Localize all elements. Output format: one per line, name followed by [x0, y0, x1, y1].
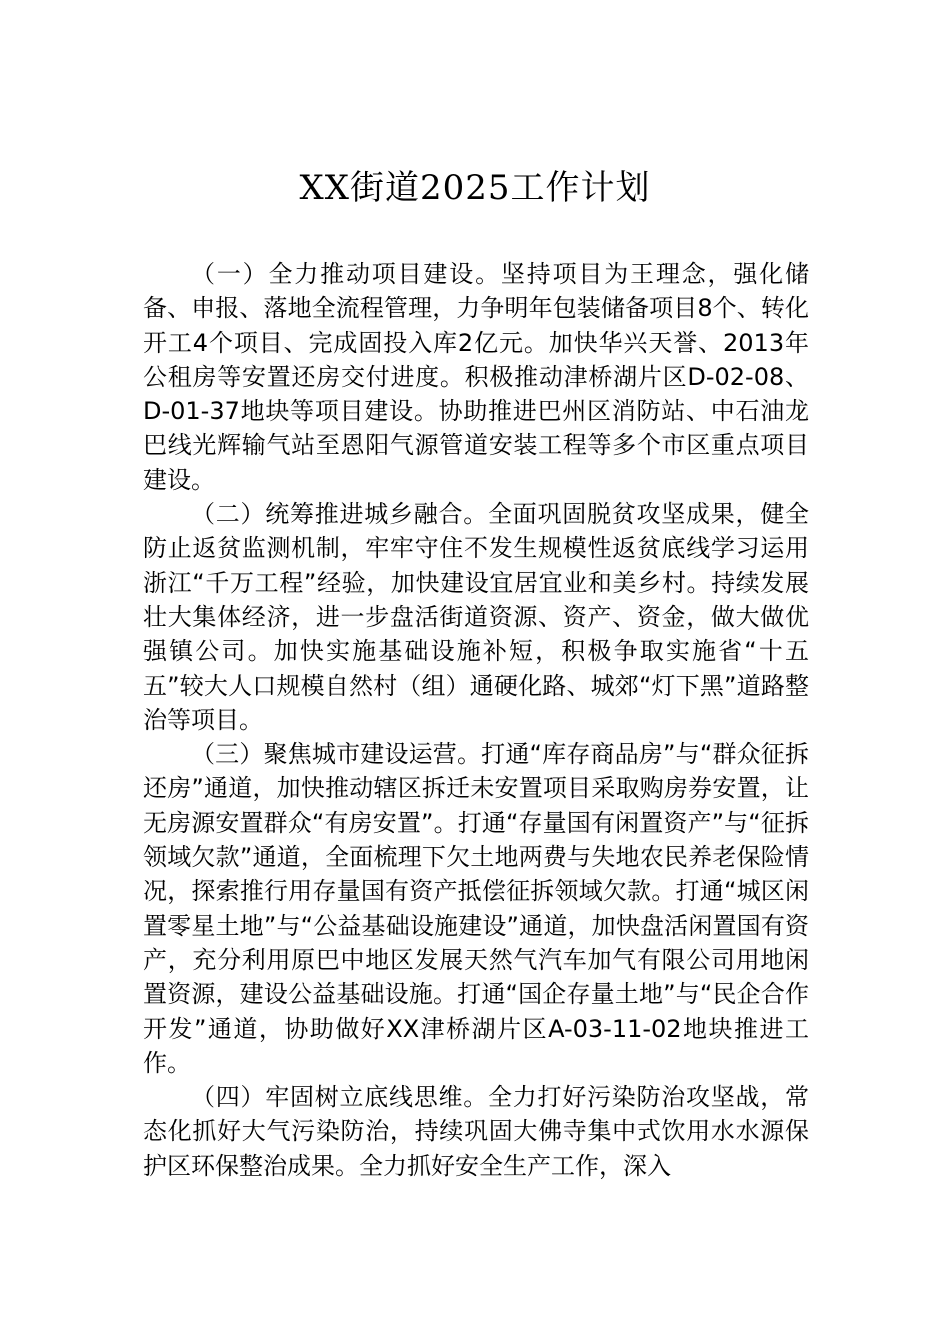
paragraph-urban-rural-integration: （二）统筹推进城乡融合。全面巩固脱贫攻坚成果，健全防止返贫监测机制，牢牢守住不发生规模性返贫底线学习运用浙江“千万工程”经验，加快建设宜居宜业和美乡村。持续发展壮大集体经济，进一步盘活街道资源、资产、资金，做大做优强镇公司。加快实施基础设施补短，积极争取实施省“十五五”较大人口规模自然村（组）通硬化路、城郊“灯下黑”道路整治等项目。 — [143, 500, 809, 734]
paragraph-bottom-line-thinking: （四）牢固树立底线思维。全力打好污染防治攻坚战，常态化抓好大气污染防治，持续巩固大佛寺集中式饮用水水源保护区环保整治成果。全力抓好安全生产工作，深入 — [143, 1083, 809, 1180]
document-body — [143, 257, 809, 1183]
document-title: XX街道2025工作计划 — [299, 168, 651, 208]
paragraph-city-construction: （三）聚焦城市建设运营。打通“库存商品房”与“群众征拆还房”通道，加快推动辖区拆迁未安置项目采取购房券安置，让无房源安置群众“有房安置”。打通“存量国有闲置资产”与“征拆领域欠款”通道，全面梳理下欠土地两费与失地农民养老保险情况，探索推行用存量国有资产抵偿征拆领域欠款。打通“城区闲置零星土地”与“公益基础设施建设”通道，加快盘活闲置国有资产，充分利用原巴中地区发展天然气汽车加气有限公司用地闲置资源，建设公益基础设施。打通“国企存量土地”与“民企合作开发”通道，协助做好XX津桥湖片区A-03-11-02地块推进工作。 — [143, 740, 809, 1077]
paragraph-project-construction: （一）全力推动项目建设。坚持项目为王理念，强化储备、申报、落地全流程管理，力争明年包装储备项目8个、转化开工4个项目、完成固投入库2亿元。加快华兴天誉、2013年公租房等安置还房交付进度。积极推动津桥湖片区D-02-08、D-01-37地块等项目建设。协助推进巴州区消防站、中石油龙巴线光辉输气站至恩阳气源管道安装工程等多个市区重点项目建设。 — [143, 260, 809, 494]
